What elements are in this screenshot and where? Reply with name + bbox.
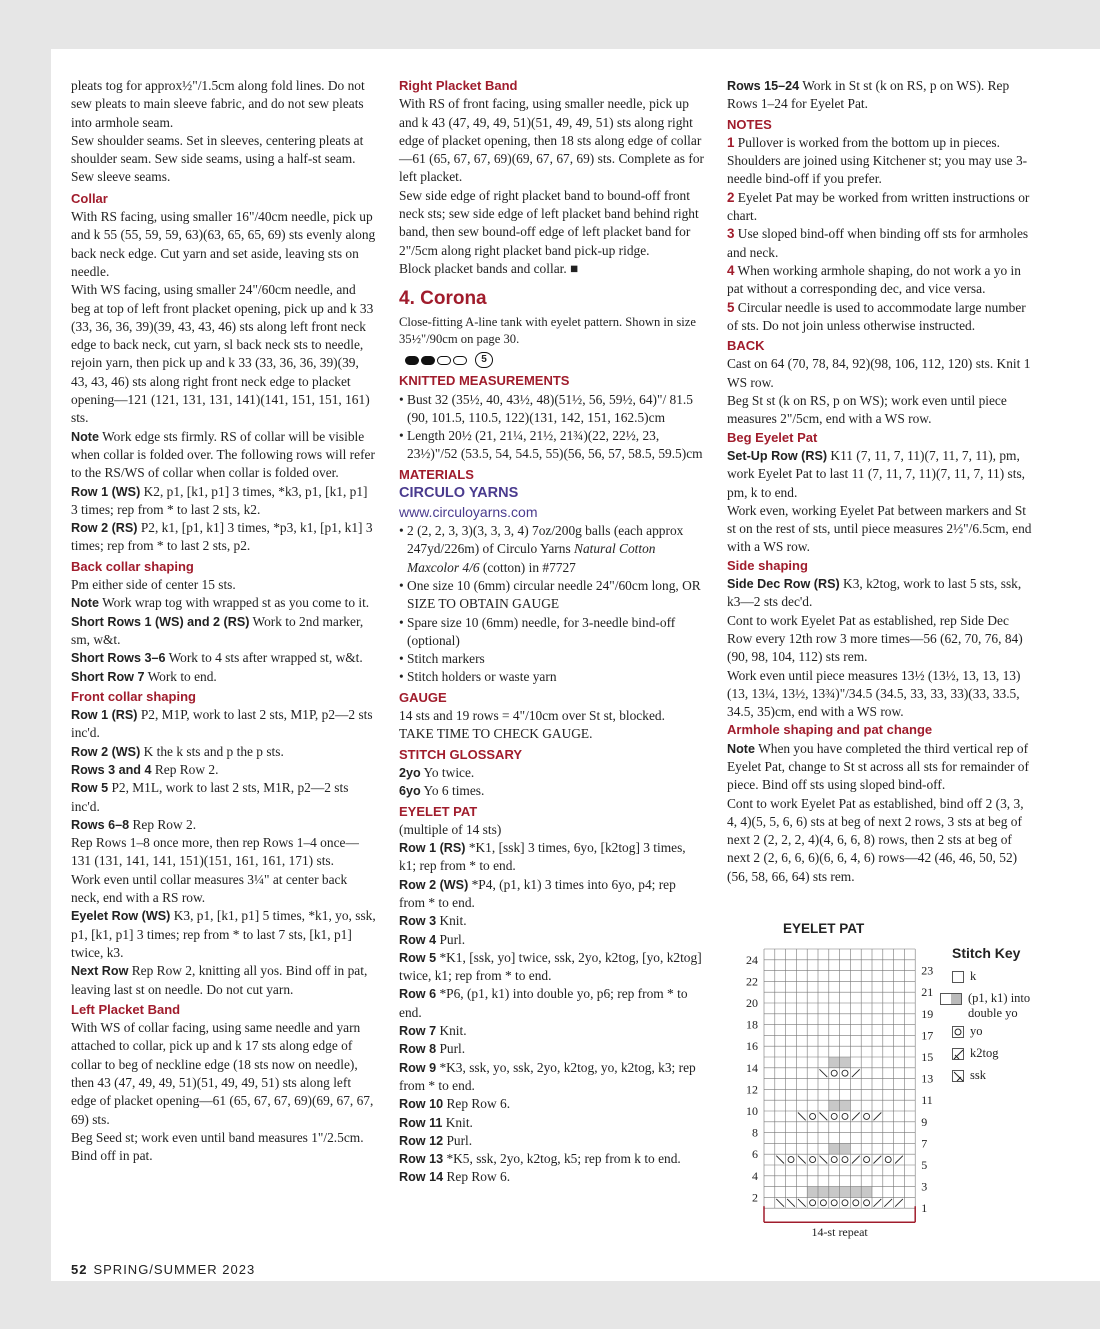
row-label: 11 [921,1093,933,1108]
yo-symbol-icon [952,1026,964,1038]
chart-cell-gray [840,1057,851,1068]
chart-cell-gray [807,1187,818,1198]
row-instruction [71,779,376,816]
row-label: 3 [921,1179,928,1194]
key-label: (p1, k1) into double yo [968,991,1031,1020]
row-instruction [399,931,705,949]
chart-cell-gray [829,1100,840,1111]
text: When you have completed the third vertical rep of Eyelet Pat, change to St st across all sts for remainder of piece. Bind off sts using sloped bind-off. [727,740,1029,793]
k2tog-symbol [895,1199,903,1207]
note-number: 5 [727,299,735,315]
label: Set-Up Row (RS) [727,448,828,463]
note-number: 2 [727,189,735,205]
eyelet-chart [727,939,934,1241]
skill-pill-icon [437,356,451,365]
key-item-k2tog [952,1046,998,1061]
knit-symbol-icon [952,971,964,983]
row-instruction [399,912,705,930]
label: Rows 3 and 4 [71,762,152,777]
row-label: 15 [921,1050,934,1064]
pattern-title: 4. Corona [399,288,487,310]
row-instruction [399,1040,705,1058]
yo-symbol [831,1157,837,1163]
heading-back: BACK [727,338,765,354]
label: Short Rows 1 (WS) and 2 (RS) [71,614,250,629]
paragraph: Work even, working Eyelet Pat between markers and St st on the rest of sts, until piece measures 2½"/6.5cm, end with a WS row. [727,502,1032,555]
heading-materials: MATERIALS [399,466,474,482]
label: Row 14 [399,1170,444,1185]
repeat-label: 14-st repeat [811,1225,868,1240]
text: Work to 2nd marker, sm, w&t. [71,613,364,647]
label: Side Dec Row (RS) [727,577,840,592]
label: Row 11 [399,1115,443,1130]
row-label: 22 [746,974,758,989]
yarn-name: Natural Cotton Maxcolor 4/6 [407,541,656,575]
note-item [727,225,1035,262]
text: Work to 4 sts after wrapped st, w&t. [165,650,363,666]
note-number: 1 [727,134,735,150]
chart-cell-gray [840,1187,851,1198]
paragraph: Work even until piece measures 13½ (13½, 13, 13, 13)(13, 13¼, 13½, 13¾)"/34.5 (34.5, 33, 33, 33)(33, 33.5, 34.5, 35)cm, end with a WS row. [727,667,1021,720]
label: Note [727,741,755,756]
text: When working armhole shaping, do not work a yo in pat without a corresponding dec, and vice versa. [727,262,1021,297]
row-label: 18 [746,1017,758,1032]
list-item: • One size 10 (6mm) circular needle 24"/60cm long, OR SIZE TO OBTAIN GAUGE [399,577,701,612]
text: P2, M1L, work to last 2 sts, M1R, p2—2 sts inc'd. [71,780,349,814]
column-2 [399,77,705,1187]
row-label: 10 [746,1104,758,1118]
text: Work edge sts firmly. RS of collar will be visible when collar is folded over. The following rows will refer to the RS/WS of collar when collar is folded over. [71,428,375,481]
yo-symbol [842,1200,848,1206]
paragraph: With RS of front facing, using smaller needle, pick up and k 43 (47, 49, 49, 51)(51, 49, 49, 51) sts along right edge of placket opening, then 18 sts along edge of collar—61 (65, 67, 67, 69)(69, 67, 67, 69) sts. Complete as for left placket. [399,96,704,185]
label: Row 12 [399,1133,444,1148]
heading-right-placket: Right Placket Band [399,78,518,93]
note-number: 3 [727,226,735,242]
heading-armhole: Armhole shaping and pat change [727,722,933,738]
paragraph: Sew shoulder seams. Set in sleeves, centering pleats at shoulder seam. Sew side seams, using a half-st seam. Sew sleeve seams. [71,132,364,185]
magazine-page [51,49,1100,1281]
skill-level-icon [405,352,705,368]
heading-side-shaping: Side shaping [727,557,808,573]
text: Knit. [436,1023,467,1039]
label: Short Row 7 [71,669,145,684]
list-item: • Length 20½ (21, 21¼, 21½, 21¾)(22, 22½, 23, 23½)"/52 (53.5, 54, 54.5, 55)(56, 56, 57, 58.5, 59.5)cm [399,428,703,462]
paragraph: Beg St st (k on RS, p on WS); work even until piece measures 2"/5cm, end with a WS row. [727,393,1007,427]
row-label: 12 [746,1082,758,1097]
text: Rep Row 2. [129,816,197,832]
k2tog-symbol [852,1113,860,1121]
text: Purl. [436,1041,466,1057]
row-instruction [727,77,1035,114]
row-instruction [727,447,1035,502]
paragraph: TAKE TIME TO CHECK GAUGE. [399,726,593,742]
key-label: yo [970,1024,983,1038]
key-label: ssk [970,1068,986,1082]
k2tog-symbol [874,1113,882,1121]
chart-cell-gray [818,1187,829,1198]
row-instruction [727,575,1035,612]
glossary-item [399,764,705,782]
k2tog-symbol-icon [952,1048,964,1060]
row-instruction [399,1132,705,1150]
row-instruction [71,743,376,761]
label: Rows 15–24 [727,79,800,93]
label: Eyelet Row (WS) [71,909,171,924]
key-item-p1k1 [940,991,1048,1021]
row-instruction [399,1114,705,1132]
ssk-symbol [798,1199,806,1207]
text: K11 (7, 11, 7, 11)(7, 11, 7, 11), pm, work Eyelet Pat to last 11 (7, 11, 7, 11)(7, 11, 7, 11) sts, pm, k to end. [727,447,1026,500]
list-item: • Stitch markers [399,651,485,667]
page-footer [71,1262,255,1277]
paragraph: Cont to work Eyelet Pat as established, rep Side Dec Row every 12th row 3 more times—56 (62, 70, 76, 84)(90, 98, 104, 112) sts rem. [727,612,1023,665]
paragraph: Cast on 64 (70, 78, 84, 92)(98, 106, 112, 120) sts. Knit 1 WS row. [727,356,1031,390]
label: Row 4 [399,932,437,947]
yo-symbol [831,1200,837,1206]
text: *K5, ssk, 2yo, k2tog, k5; rep from k to end. [443,1151,681,1167]
chart-cell-gray [829,1187,840,1198]
row-label: 7 [921,1136,928,1151]
note-paragraph [71,594,376,612]
row-instruction [399,1022,705,1040]
row-instruction [71,613,376,650]
text: Pullover is worked from the bottom up in pieces. Shoulders are joined using Kitchener st; you may use 3-needle bind-off if you prefer. [727,134,1028,187]
ssk-symbol [776,1156,784,1164]
row-label: 21 [921,985,934,1000]
text: *K3, ssk, yo, ssk, 2yo, k2tog, yo, k2tog, k3; rep from * to end. [399,1059,696,1093]
text: Knit. [436,913,467,929]
yo-symbol [788,1157,794,1163]
k2tog-symbol [852,1156,860,1164]
chart-cell-gray [861,1187,872,1198]
yo-symbol [810,1113,816,1119]
text: Knit. [442,1114,473,1130]
note-item [727,134,1035,189]
label: Row 1 (RS) [399,841,466,856]
paragraph: pleats tog for approx½"/1.5cm along fold lines. Do not sew pleats to main sleeve fabric, and do not sew pleats into armhole seam. [71,78,365,130]
chart-cell-gray [850,1187,861,1198]
label: Row 6 [399,987,437,1002]
row-label: 5 [921,1158,928,1172]
row-instruction [71,761,376,779]
paragraph: With WS facing, using smaller 24"/60cm needle, and beg at top of left front placket opening, pick up and k 33 (33, 36, 36, 39)(39, 43, 43, 46) sts along left front neck edge to back neck, cut yarn, sl back neck sts to needle, rejoin yarn, then pick up and k 33 (33, 36, 36, 39)(39, 43, 43, 46) sts along right front neck edge to placket opening—121 (121, 131, 131, 141)(141, 151, 151, 161) sts. [71,282,374,426]
k2tog-symbol [852,1069,860,1077]
heading-gauge: GAUGE [399,689,447,705]
text: Purl. [443,1132,473,1148]
k2tog-symbol [895,1156,903,1164]
key-label: k [970,969,977,983]
yo-symbol [853,1200,859,1206]
text: K3, p1, [k1, p1] 5 times, *k1, yo, ssk, p1, [k1, p1] 3 times; rep from * to last 7 sts, [k1, p1] twice, k3. [71,908,376,960]
label: Next Row [71,964,129,979]
note-number: 4 [727,262,735,278]
label: Rows 6–8 [71,817,130,832]
text: K2, p1, [k1, p1] 3 times, *k3, p1, [k1, p1] 3 times; rep from * to last 2 sts, k2. [71,483,368,517]
note-item [727,299,1035,336]
text: *K1, [ssk, yo] twice, ssk, 2yo, k2tog, [yo, k2tog] twice, k1; rep from * to end. [399,949,702,984]
yo-symbol [842,1070,848,1076]
row-instruction [399,839,705,876]
paragraph: Beg Seed st; work even until band measures 1"/2.5cm. Bind off in pat. [71,1129,364,1164]
text: (cotton) in #7727 [479,559,576,575]
paragraph: With RS facing, using smaller 16"/40cm needle, pick up and k 55 (55, 59, 59, 63)(63, 65, 65, 69) sts evenly along back neck edge. Cut yarn and set aside, leaving sts on needle. [71,209,376,279]
heading-glossary: STITCH GLOSSARY [399,746,523,762]
row-instruction [71,706,376,743]
row-label: 17 [921,1028,934,1043]
key-item-k [952,969,976,984]
row-label: 4 [752,1168,758,1183]
chart-cell-gray [840,1100,851,1111]
ssk-symbol [820,1113,828,1121]
yo-symbol [842,1157,848,1163]
heading-measurements: KNITTED MEASUREMENTS [399,373,570,389]
row-label: 8 [752,1125,758,1140]
text: *K1, [ssk] 3 times, 6yo, [k2tog] 3 times, k1; rep from * to end. [399,840,686,874]
chart-cell-gray [840,1143,851,1154]
text: Use sloped bind-off when binding off sts for armholes and neck. [727,226,1029,260]
label: Row 1 (RS) [71,708,138,723]
row-instruction [399,985,705,1022]
heading-eyelet-pat: EYELET PAT [399,803,478,819]
label: Note [71,429,99,444]
heading-back-collar: Back collar shaping [71,558,194,574]
skill-pill-icon [421,356,435,365]
yarn-url-link[interactable]: www.circuloyarns.com [399,504,538,521]
skill-pill-icon [453,356,467,365]
label: Row 1 (WS) [71,484,141,499]
text: K3, k2tog, work to last 5 sts, ssk, k3—2 sts dec'd. [727,576,1022,610]
yo-symbol [864,1157,870,1163]
label: Row 3 [399,914,437,929]
text: K the k sts and p the p sts. [140,743,284,759]
row-label: 13 [921,1071,934,1086]
text: *P6, (p1, k1) into double yo, p6; rep from * to end. [399,986,688,1020]
yo-symbol [810,1200,816,1206]
label: Row 2 (RS) [71,521,138,536]
list-item: • Bust 32 (35½, 40, 43½, 48)(51½, 56, 59½, 64)"/ 81.5 (90, 101.5, 110.5, 122)(131, 142, 151, 162.5)cm [399,391,693,425]
p1k1-symbol-icon [940,993,962,1005]
paragraph: With WS of collar facing, using same needle and yarn attached to collar, pick up and k 17 sts along edge of collar to beg of neckline edge (18 sts now on needle), then 43 (47, 49, 49, 51)(51, 49, 49, 51) sts along left edge of placket opening—61 (65, 67, 67, 69)(69, 67, 67, 69) sts. [71,1020,374,1127]
yo-symbol [820,1200,826,1206]
glossary-item [399,782,705,800]
yarn-brand: CIRCULO YARNS [399,485,519,502]
label: Row 9 [399,1060,437,1075]
row-label: 16 [746,1039,758,1054]
column-3 [727,77,1035,886]
row-label: 23 [921,963,934,978]
heading-left-placket: Left Placket Band [71,1001,181,1017]
measurements-list [399,391,705,464]
row-instruction [71,668,376,686]
row-instruction [71,649,376,667]
list-item [399,522,705,577]
text: Yo 6 times. [420,783,485,799]
label: Row 10 [399,1097,444,1112]
row-label: 20 [746,996,758,1010]
ssk-symbol [776,1199,784,1207]
label: Row 13 [399,1152,444,1167]
text: P2, k1, [p1, k1] 3 times, *p3, k1, [p1, k1] 3 times; rep from * to last 2 sts, p2. [71,520,373,554]
key-label: k2tog [970,1046,999,1060]
text: Yo twice. [420,764,475,780]
page-number: 52 [71,1262,88,1277]
row-instruction [399,1150,705,1168]
text: Rep Row 6. [443,1096,511,1112]
text: P2, M1P, work to last 2 sts, M1P, p2—2 sts inc'd. [71,707,373,741]
row-instruction [399,949,705,986]
materials-list [399,522,705,687]
paragraph: (multiple of 14 sts) [399,821,502,837]
row-label: 14 [746,1060,758,1075]
paragraph: Block placket bands and collar. ■ [399,260,579,276]
k2tog-symbol [874,1156,882,1164]
note-item [727,262,1035,299]
text: Purl. [436,931,466,947]
row-instruction [71,483,376,520]
ssk-symbol [798,1156,806,1164]
row-instruction [71,519,376,556]
row-instruction [399,1059,705,1096]
column-1 [71,77,376,1166]
label: Row 2 (WS) [71,744,141,759]
ssk-symbol [820,1156,828,1164]
row-label: 2 [752,1190,758,1205]
yo-symbol [831,1113,837,1119]
skill-pill-icon [405,356,419,365]
list-item: • Spare size 10 (6mm) needle, for 3-needle bind-off (optional) [399,614,676,648]
stitch-key-title: Stitch Key [952,945,1021,961]
chart-cell-gray [829,1143,840,1154]
list-item: • Stitch holders or waste yarn [399,669,557,685]
text: Work in St st (k on RS, p on WS). Rep Rows 1–24 for Eyelet Pat. [727,78,1010,112]
text: Work to end. [144,668,217,684]
yo-symbol [810,1157,816,1163]
k2tog-symbol [884,1199,892,1207]
label: Row 2 (WS) [399,877,469,892]
row-instruction [71,907,376,962]
heading-collar: Collar [71,190,108,206]
paragraph: 14 sts and 19 rows = 4"/10cm over St st, blocked. [399,708,665,724]
yo-symbol [831,1070,837,1076]
issue-label: SPRING/SUMMER 2023 [93,1262,256,1277]
yo-symbol [842,1113,848,1119]
heading-notes: NOTES [727,116,772,132]
row-label: 9 [921,1114,928,1129]
paragraph: Work even until collar measures 3¼" at center back neck, end with a RS row. [71,871,348,906]
yo-symbol [885,1157,891,1163]
k2tog-symbol [874,1199,882,1207]
eyelet-chart-area [727,921,1057,1241]
text: • 2 (2, 2, 3, 3)(3, 3, 3, 4) 7oz/200g balls (each approx 247yd/226m) of Circulo Yarns [399,523,684,557]
heading-front-collar: Front collar shaping [71,688,196,704]
row-label: 24 [746,952,758,967]
row-instruction [399,1095,705,1113]
note-paragraph [727,740,1035,795]
row-label: 6 [752,1147,758,1162]
ssk-symbol-icon [952,1070,964,1082]
label: Short Rows 3–6 [71,651,166,666]
heading-beg-eyelet: Beg Eyelet Pat [727,429,818,445]
label: Row 5 [71,781,109,796]
text: Rep Row 2. [151,761,219,777]
chart-cell-gray [829,1057,840,1068]
text: Rep Row 6. [443,1169,511,1185]
label: Row 5 [399,950,437,965]
text: Rep Row 2, knitting all yos. Bind off in pat, leaving last st on needle. Do not cut yarn. [71,963,368,997]
row-instruction [71,962,376,999]
text: Circular needle is used to accommodate large number of sts. Do not join unless otherwise instructed. [727,299,1026,333]
paragraph: Pm either side of center 15 sts. [71,577,236,593]
text: Work wrap tog with wrapped st as you come to it. [99,595,370,611]
label: Row 7 [399,1024,437,1039]
paragraph: Sew side edge of right placket band to bound-off front neck sts; sew side edge of left placket band behind right band, then sew bound-off edge of left placket band for 2"/5cm along right placket band pick-up ridge. [399,187,699,258]
yarn-weight-icon: 5 [475,352,493,368]
label: 6yo [399,784,421,799]
row-instruction [399,1168,705,1186]
yo-symbol [864,1113,870,1119]
ssk-symbol [798,1113,806,1121]
note-item [727,189,1035,226]
label: Note [71,596,99,611]
row-instruction [71,816,376,834]
row-label: 1 [921,1201,928,1216]
row-label: 19 [921,1006,934,1021]
pattern-intro: Close-fitting A-line tank with eyelet pattern. Shown in size 35½"/90cm on page 30. [399,315,696,347]
chart-title: EYELET PAT [783,921,865,936]
text: *P4, (p1, k1) 3 times into 6yo, p4; rep from * to end. [399,876,676,910]
key-item-yo [952,1024,983,1039]
key-item-ssk [952,1068,986,1083]
yo-symbol [864,1200,870,1206]
label: 2yo [399,765,421,780]
ssk-symbol [787,1199,795,1207]
ssk-symbol [820,1069,828,1077]
paragraph: Rep Rows 1–8 once more, then rep Rows 1–4 once—131 (131, 141, 141, 151)(151, 161, 161, 171) sts. [71,835,359,869]
row-instruction [399,876,705,913]
paragraph: Cont to work Eyelet Pat as established, bind off 2 (3, 3, 4, 4)(5, 5, 6, 6) sts at beg of next 2 rows, 3 sts at beg of next 2 (2, 2, 2, 4)(4, 6, 6, 8) rows, then 2 sts at beg of next 2 (2, 6, 6, 6)(6, 6, 4, 6) rows—42 (46, 46, 50, 52)(56, 58, 66, 64) sts rem. [727,795,1024,884]
label: Row 8 [399,1042,437,1057]
text: Eyelet Pat may be worked from written instructions or chart. [727,189,1030,224]
note-paragraph [71,428,376,483]
